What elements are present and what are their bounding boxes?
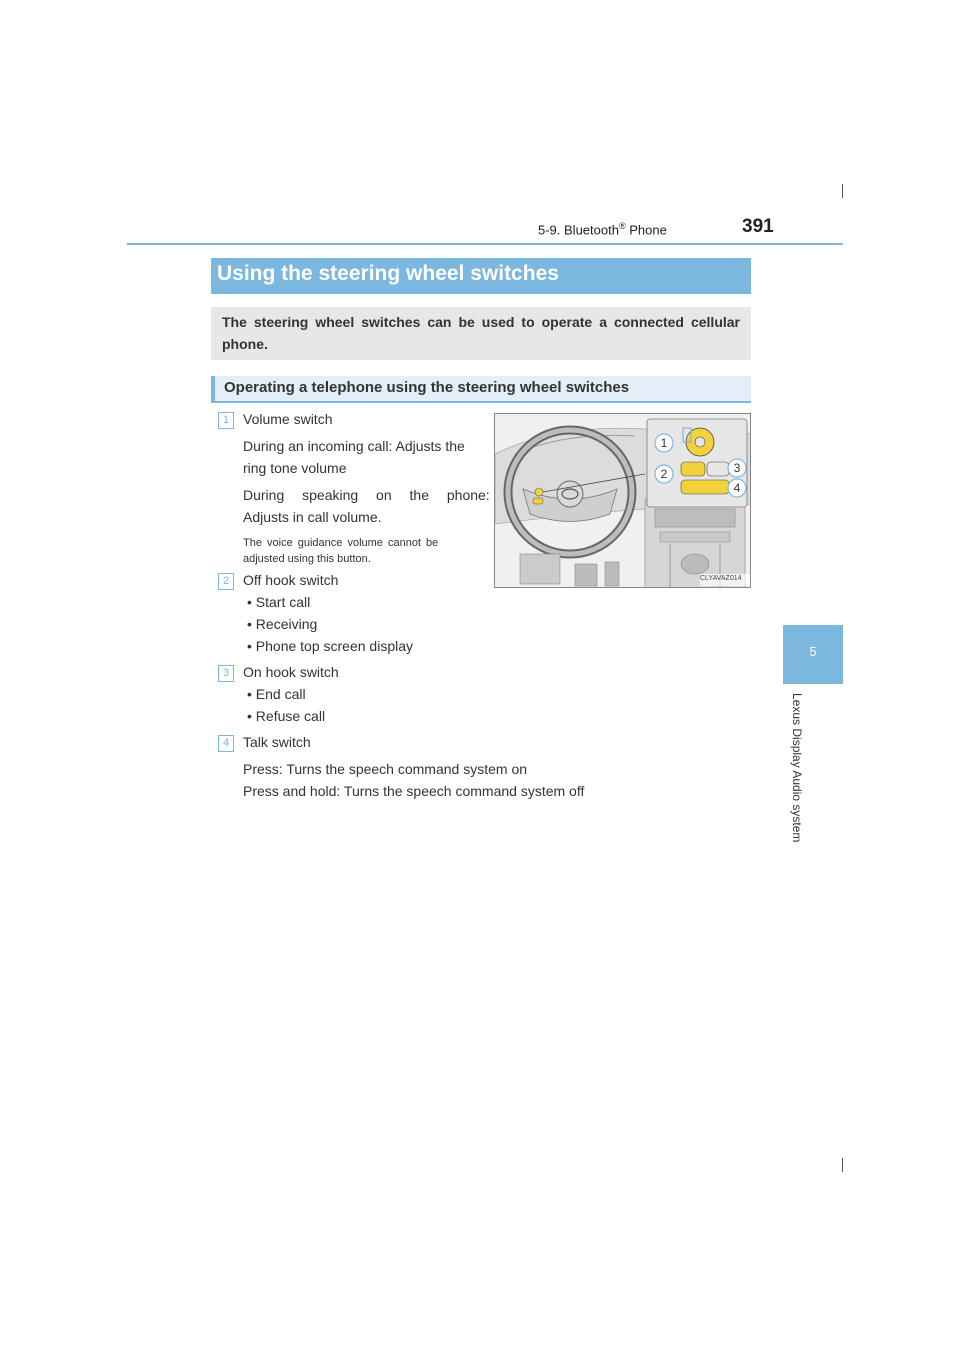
subsection-title: Operating a telephone using the steering wheel switches: [224, 379, 630, 396]
item-line: Adjusts in call volume.: [243, 509, 382, 525]
subsection-bar: [211, 376, 751, 403]
bullet-item: • Phone top screen display: [247, 638, 414, 654]
item-number-4: 4: [218, 735, 234, 752]
callout-2: 2: [660, 467, 668, 481]
section-title: Using the steering wheel switches: [217, 262, 559, 285]
crop-mark-top: [842, 184, 843, 198]
intro-box: [211, 307, 751, 360]
item-number-2: 2: [218, 573, 234, 590]
item-line: Press and hold: Turns the speech command system off: [243, 783, 585, 799]
callout-1: 1: [660, 436, 668, 450]
bullet-item: • End call: [247, 686, 306, 702]
chapter-number: 5: [809, 644, 817, 659]
item-title-2: Off hook switch: [243, 572, 339, 588]
item-title-4: Talk switch: [243, 734, 311, 750]
chapter-title: Lexus Display Audio system: [790, 693, 804, 843]
page-number: 391: [742, 216, 774, 237]
item-line: During an incoming call: Adjusts the: [243, 438, 465, 454]
bullet-item: • Start call: [247, 594, 311, 610]
item-line: Press: Turns the speech command system on: [243, 761, 528, 777]
crop-mark-bottom: [842, 1158, 843, 1172]
steering-wheel-illustration: [495, 414, 751, 588]
item-note: The voice guidance volume cannot be: [243, 537, 439, 549]
callout-4: 4: [733, 481, 741, 495]
header-section-title: 5-9. Bluetooth® Phone: [538, 221, 667, 238]
intro-text: The steering wheel switches can be used to operate a connected cellular phone.: [222, 314, 740, 352]
header-rule: [127, 243, 843, 245]
item-line: ring tone volume: [243, 460, 347, 476]
steering-wheel-figure: [494, 413, 751, 588]
item-number-1: 1: [218, 412, 234, 429]
chapter-tab: [783, 625, 843, 684]
callout-3: 3: [733, 461, 741, 475]
item-note: adjusted using this button.: [243, 553, 371, 565]
section-title-bar: [211, 258, 751, 294]
bullet-item: • Receiving: [247, 616, 318, 632]
item-number-3: 3: [218, 665, 234, 682]
item-line: During speaking on the phone:: [243, 487, 490, 503]
bullet-item: • Refuse call: [247, 708, 326, 724]
item-title-1: Volume switch: [243, 411, 333, 427]
figure-label: CLYAVAZ014: [700, 575, 742, 582]
item-title-3: On hook switch: [243, 664, 339, 680]
